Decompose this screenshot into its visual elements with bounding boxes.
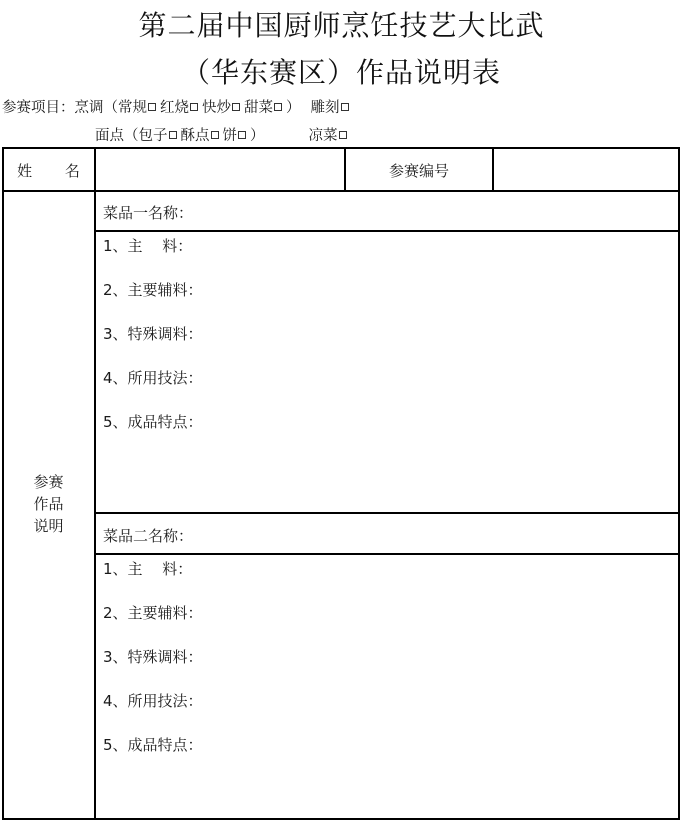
dish2-features[interactable]: 5、成品特点： [103,736,203,754]
row-divider-dish1-name [95,230,680,232]
row-divider-dish2-name [95,553,680,555]
dish1-name-field[interactable]: 菜品一名称： [103,204,194,222]
registration-number-input[interactable] [494,149,678,190]
form-title-line-1: 第二届中国厨师烹饪技艺大比武 [138,9,545,42]
dish1-auxiliary-ingredients[interactable]: 2、主要辅料： [103,281,203,299]
option-braised[interactable]: 红烧 [160,100,202,116]
option-pastry[interactable]: 酥点 [181,128,223,144]
dish2-main-ingredient[interactable]: 1、主 料： [103,560,193,578]
option-cake[interactable]: 饼 [223,128,251,144]
entry-items-label: 参赛项目： [2,100,75,116]
dish1-techniques[interactable]: 4、所用技法： [103,369,203,387]
cooking-label: 烹调（ [74,100,118,116]
entry-description-label: 参赛 作品 说明 [33,473,64,535]
option-sweet-dish[interactable]: 甜菜 [244,100,286,116]
table-border-bottom [2,818,680,820]
option-regular[interactable]: 常规 [118,100,160,116]
pastry-close: ） [250,128,265,144]
cooking-close: ） [286,100,301,116]
dish2-auxiliary-ingredients[interactable]: 2、主要辅料： [103,604,203,622]
row-divider-header [2,190,680,192]
row-divider-dish1-end [95,512,680,514]
table-border-right [678,147,680,820]
dish1-main-ingredient[interactable]: 1、主 料： [103,237,193,255]
dish1-special-seasonings[interactable]: 3、特殊调料： [103,325,203,343]
pastry-label: 面点（ [95,128,139,144]
dish2-techniques[interactable]: 4、所用技法： [103,692,203,710]
option-cold-dish[interactable]: 凉菜 [309,128,351,144]
option-bun[interactable]: 包子 [139,128,181,144]
dish2-special-seasonings[interactable]: 3、特殊调料： [103,648,203,666]
name-label: 姓 名 [17,162,94,180]
dish2-name-field[interactable]: 菜品二名称： [103,527,194,545]
dish1-features[interactable]: 5、成品特点： [103,413,203,431]
form-title-line-2: （华东赛区）作品说明表 [181,56,501,89]
registration-number-label: 参赛编号 [388,162,449,180]
option-stir-fry[interactable]: 快炒 [202,100,244,116]
option-carving[interactable]: 雕刻 [311,100,353,116]
name-input[interactable] [96,149,344,190]
